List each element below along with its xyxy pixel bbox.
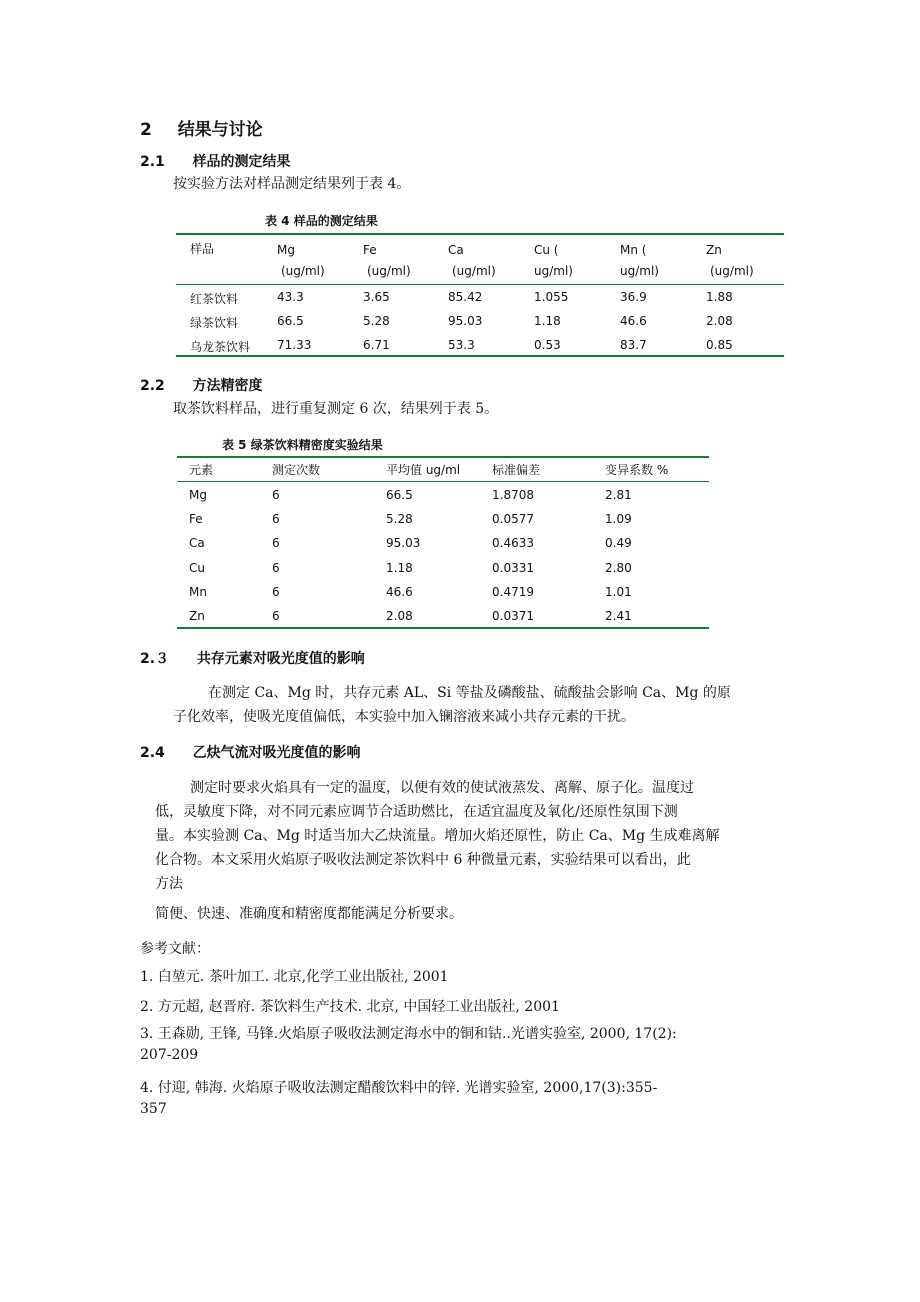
table-5-cell: 1.18 xyxy=(386,560,413,575)
table-4-header-unit: (ug/ml) xyxy=(452,264,496,278)
table-4-top-rule xyxy=(176,233,784,235)
paragraph-2-2: 取茶饮料样品，进行重复测定 6 次，结果列于表 5。 xyxy=(173,401,499,417)
table-4-cell: 71.33 xyxy=(277,338,312,352)
references-heading: 参考文献： xyxy=(140,941,210,957)
subsection-title: 乙炔气流对吸光度值的影响 xyxy=(192,745,361,761)
reference-item-3-cont: 207-209 xyxy=(140,1047,199,1063)
reference-item-4-cont: 357 xyxy=(140,1101,167,1117)
table-5-cell: 6 xyxy=(272,584,280,599)
table-4-header-cell: Ca xyxy=(448,243,464,257)
table-4-bottom-rule xyxy=(176,355,784,357)
table-4-cell: 36.9 xyxy=(620,290,647,304)
table-4-header-cell: Fe xyxy=(363,243,377,257)
paragraph-2-4-line-5: 方法 xyxy=(155,876,183,892)
table-5-row-label: Fe xyxy=(189,512,203,527)
table-4-header-cell: Cu ( xyxy=(534,243,559,257)
table-4-header-cell: Zn xyxy=(706,243,722,257)
subsection-number: 2.1 xyxy=(140,154,165,170)
table-5-bottom-rule xyxy=(177,627,709,629)
table-5-row-label: Mn xyxy=(189,584,207,599)
table-5-cell: 6 xyxy=(272,488,280,502)
table-5-cell: 0.49 xyxy=(605,536,632,551)
table-5-cell: 2.80 xyxy=(605,560,632,575)
table-5-header-cell: 平均值 ug/ml xyxy=(386,463,461,477)
table-5-header-cell: 变异系数 % xyxy=(605,463,669,477)
table-5-cell: 2.81 xyxy=(605,488,632,502)
table-4-cell: 1.88 xyxy=(706,290,733,304)
reference-item-1: 1. 白堃元. 茶叶加工. 北京,化学工业出版社, 2001 xyxy=(140,969,449,985)
paragraph-2-4-line-3: 量。本实验测 Ca、Mg 时适当加大乙炔流量。增加火焰还原性，防止 Ca、Mg 生成难离解 xyxy=(155,828,720,844)
table-5-header-rule xyxy=(177,481,709,482)
subsection-number: 2.2 xyxy=(140,378,165,394)
subsection-heading-2-3 xyxy=(140,648,365,668)
subsection-number: 2.３ xyxy=(140,651,170,667)
table-4-row-label: 绿茶饮料 xyxy=(190,316,239,330)
table-4-cell: 5.28 xyxy=(363,314,390,328)
table-4-cell: 1.055 xyxy=(534,290,569,304)
table-4-cell: 53.3 xyxy=(448,338,475,352)
table-5-caption: 表 5 绿茶饮料精密度实验结果 xyxy=(222,438,383,452)
table-5-cell: 6 xyxy=(272,609,280,623)
table-4-caption: 表 4 样品的测定结果 xyxy=(265,214,378,228)
table-4-header-unit: (ug/ml) xyxy=(710,264,754,278)
table-5-cell: 0.0577 xyxy=(492,512,534,527)
paragraph-2-3-line-1: 在测定 Ca、Mg 时，共存元素 AL、Si 等盐及磷酸盐、硫酸盐会影响 Ca、Mg 的原 xyxy=(208,685,731,701)
table-5-row-label: Mg xyxy=(189,488,207,502)
table-5-row-label: Zn xyxy=(189,609,205,623)
table-5-header-cell: 标准偏差 xyxy=(492,463,541,477)
table-5-cell: 66.5 xyxy=(386,488,413,502)
table-5-cell: 0.4719 xyxy=(492,584,534,599)
paragraph-2-4-line-4: 化合物。本文采用火焰原子吸收法测定茶饮料中 6 种微量元素，实验结果可以看出，此 xyxy=(155,852,691,868)
table-4-cell: 0.85 xyxy=(706,338,733,352)
table-5-cell: 0.0371 xyxy=(492,609,534,623)
table-5-cell: 5.28 xyxy=(386,512,413,527)
subsection-heading-2-2 xyxy=(140,375,263,395)
table-5-cell: 2.41 xyxy=(605,609,632,623)
table-5-row-label: Cu xyxy=(189,560,205,575)
table-5-cell: 1.01 xyxy=(605,584,632,599)
reference-item-2: 2. 方元超, 赵晋府. 茶饮料生产技术. 北京, 中国轻工业出版社, 2001 xyxy=(140,999,560,1015)
table-5-cell: 2.08 xyxy=(386,609,413,623)
table-4-header-cell: Mn ( xyxy=(620,243,647,257)
table-4-row-label: 红茶饮料 xyxy=(190,292,239,306)
paragraph-2-4-line-2: 低，灵敏度下降，对不同元素应调节合适助燃比，在适宜温度及氧化/还原性氛围下测 xyxy=(155,804,678,820)
reference-item-4: 4. 付迎, 韩海. 火焰原子吸收法测定醋酸饮料中的锌. 光谱实验室, 2000,17(3):355- xyxy=(140,1080,658,1096)
paragraph-2-1: 按实验方法对样品测定结果列于表 4。 xyxy=(173,176,411,192)
paragraph-2-3-line-2: 子化效率，使吸光度值偏低，本实验中加入镧溶液来减小共存元素的干扰。 xyxy=(173,709,635,725)
table-4-cell: 43.3 xyxy=(277,290,304,304)
table-4-cell: 46.6 xyxy=(620,314,647,328)
subsection-title: 样品的测定结果 xyxy=(192,154,291,170)
table-4-header-unit: ug/ml) xyxy=(534,264,573,278)
table-4-header-rule xyxy=(176,284,784,285)
table-5-cell: 0.0331 xyxy=(492,560,534,575)
section-title: 结果与讨论 xyxy=(177,120,263,140)
table-5-top-rule xyxy=(177,456,709,458)
table-5-cell: 1.8708 xyxy=(492,488,534,502)
table-5-cell: 0.4633 xyxy=(492,536,534,551)
table-4-header-unit: (ug/ml) xyxy=(281,264,325,278)
table-4-cell: 3.65 xyxy=(363,290,390,304)
paragraph-2-4-line-1: 测定时要求火焰具有一定的温度，以便有效的使试液蒸发、离解、原子化。温度过 xyxy=(190,780,694,796)
table-4-cell: 66.5 xyxy=(277,314,304,328)
reference-item-3: 3. 王森勋, 王锋, 马锋.火焰原子吸收法测定海水中的铜和钴..光谱实验室, 2000, 17(2): xyxy=(140,1026,677,1042)
table-4-header-unit: ug/ml) xyxy=(620,264,659,278)
paragraph-2-4-line-6: 简便、快速、准确度和精密度都能满足分析要求。 xyxy=(155,906,463,922)
subsection-title: 方法精密度 xyxy=(192,378,263,394)
table-4-cell: 6.71 xyxy=(363,338,390,352)
table-5-header-cell: 元素 xyxy=(189,463,214,477)
table-4-row-label: 乌龙茶饮料 xyxy=(190,340,251,354)
table-4-cell: 83.7 xyxy=(620,338,647,352)
subsection-number: 2.4 xyxy=(140,745,165,761)
table-4-cell: 0.53 xyxy=(534,338,561,352)
table-5-cell: 6 xyxy=(272,512,280,527)
table-4-header-cell: Mg xyxy=(277,243,295,257)
table-4-header-unit: (ug/ml) xyxy=(367,264,411,278)
subsection-heading-2-1 xyxy=(140,151,291,171)
subsection-heading-2-4 xyxy=(140,742,361,762)
table-4-cell: 95.03 xyxy=(448,314,483,328)
table-4-cell: 2.08 xyxy=(706,314,733,328)
section-number: 2 xyxy=(140,120,152,140)
table-5-header-cell: 测定次数 xyxy=(272,463,321,477)
table-5-cell: 46.6 xyxy=(386,584,413,599)
table-5-cell: 1.09 xyxy=(605,512,632,527)
table-4-header-cell: 样品 xyxy=(190,242,215,256)
subsection-title: 共存元素对吸光度值的影响 xyxy=(196,651,365,667)
table-5-cell: 6 xyxy=(272,536,280,551)
table-5-row-label: Ca xyxy=(189,536,205,551)
table-5-cell: 95.03 xyxy=(386,536,421,551)
section-heading xyxy=(140,115,263,140)
table-4-cell: 1.18 xyxy=(534,314,561,328)
table-4-cell: 85.42 xyxy=(448,290,483,304)
table-5-cell: 6 xyxy=(272,560,280,575)
